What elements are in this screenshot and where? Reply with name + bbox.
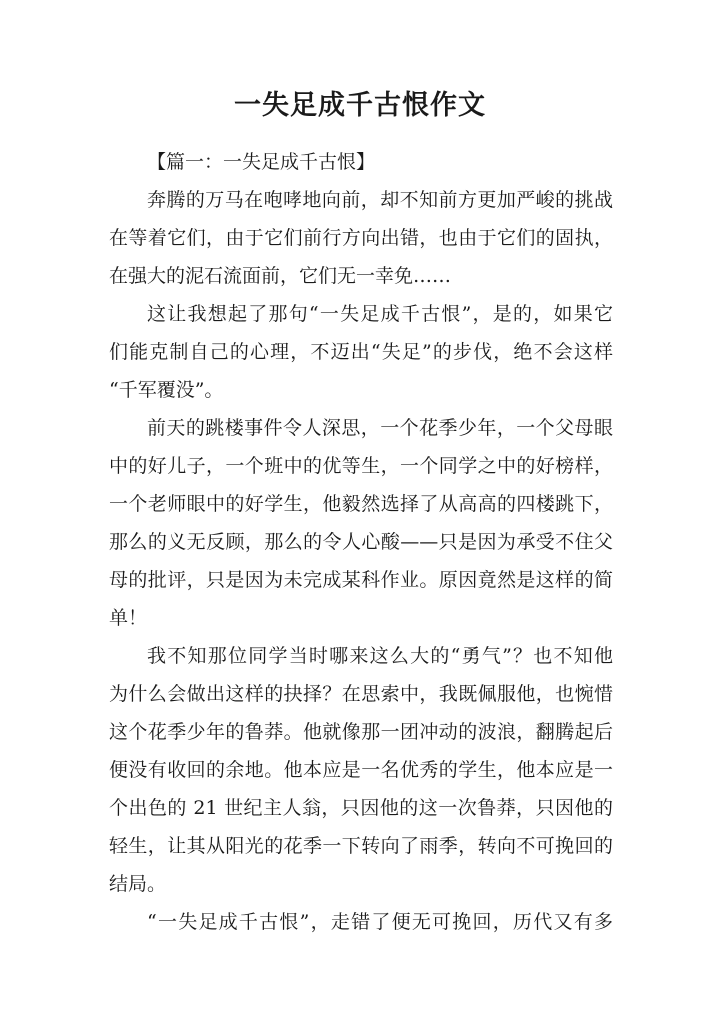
paragraph (109, 295, 613, 409)
text-line: 前天的跳楼事件令人深思，一个花季少年，一个父母眼 (147, 417, 613, 439)
paragraph (109, 637, 613, 903)
text-line: 那么的义无反顾，那么的令人心酸——只是因为承受不住父 (109, 531, 613, 553)
text-line: 一个老师眼中的好学生，他毅然选择了从高高的四楼跳下， (109, 493, 613, 515)
paragraph (109, 409, 613, 637)
text-line: 母的批评，只是因为未完成某科作业。原因竟然是这样的简 (109, 569, 613, 591)
document-body (109, 143, 613, 941)
text-line: “一失足成千古恨”，走错了便无可挽回，历代又有多 (147, 911, 613, 933)
text-line: 个出色的 21 世纪主人翁，只因他的这一次鲁莽，只因他的 (109, 797, 613, 819)
section-heading: 【篇一：一失足成千古恨】 (147, 151, 376, 173)
text-line: “千军覆没”。 (109, 379, 224, 401)
text-line: 在等着它们，由于它们前行方向出错，也由于它们的固执， (109, 227, 613, 249)
text-line: 在强大的泥石流面前，它们无一幸免…… (109, 265, 452, 287)
text-line: 中的好儿子，一个班中的优等生，一个同学之中的好榜样， (109, 455, 613, 477)
text-line: 这让我想起了那句“一失足成千古恨”，是的，如果它 (147, 303, 613, 325)
text-line: 单！ (109, 607, 148, 629)
text-line: 我不知那位同学当时哪来这么大的“勇气”？也不知他 (147, 645, 613, 667)
text-line: 奔腾的万马在咆哮地向前，却不知前方更加严峻的挑战 (147, 189, 613, 211)
text-line: 便没有收回的余地。他本应是一名优秀的学生，他本应是一 (109, 759, 613, 781)
paragraph (109, 903, 613, 941)
text-line: 轻生，让其从阳光的花季一下转向了雨季，转向不可挽回的 (109, 835, 613, 857)
document-title: 一失足成千古恨作文 (234, 90, 486, 121)
text-line: 为什么会做出这样的抉择？在思索中，我既佩服他，也惋惜 (109, 683, 613, 705)
paragraph (109, 181, 613, 295)
text-line: 们能克制自己的心理，不迈出“失足”的步伐，绝不会这样 (109, 341, 613, 363)
text-line: 这个花季少年的鲁莽。他就像那一团冲动的波浪，翻腾起后 (109, 721, 613, 743)
text-line: 结局。 (109, 873, 167, 895)
